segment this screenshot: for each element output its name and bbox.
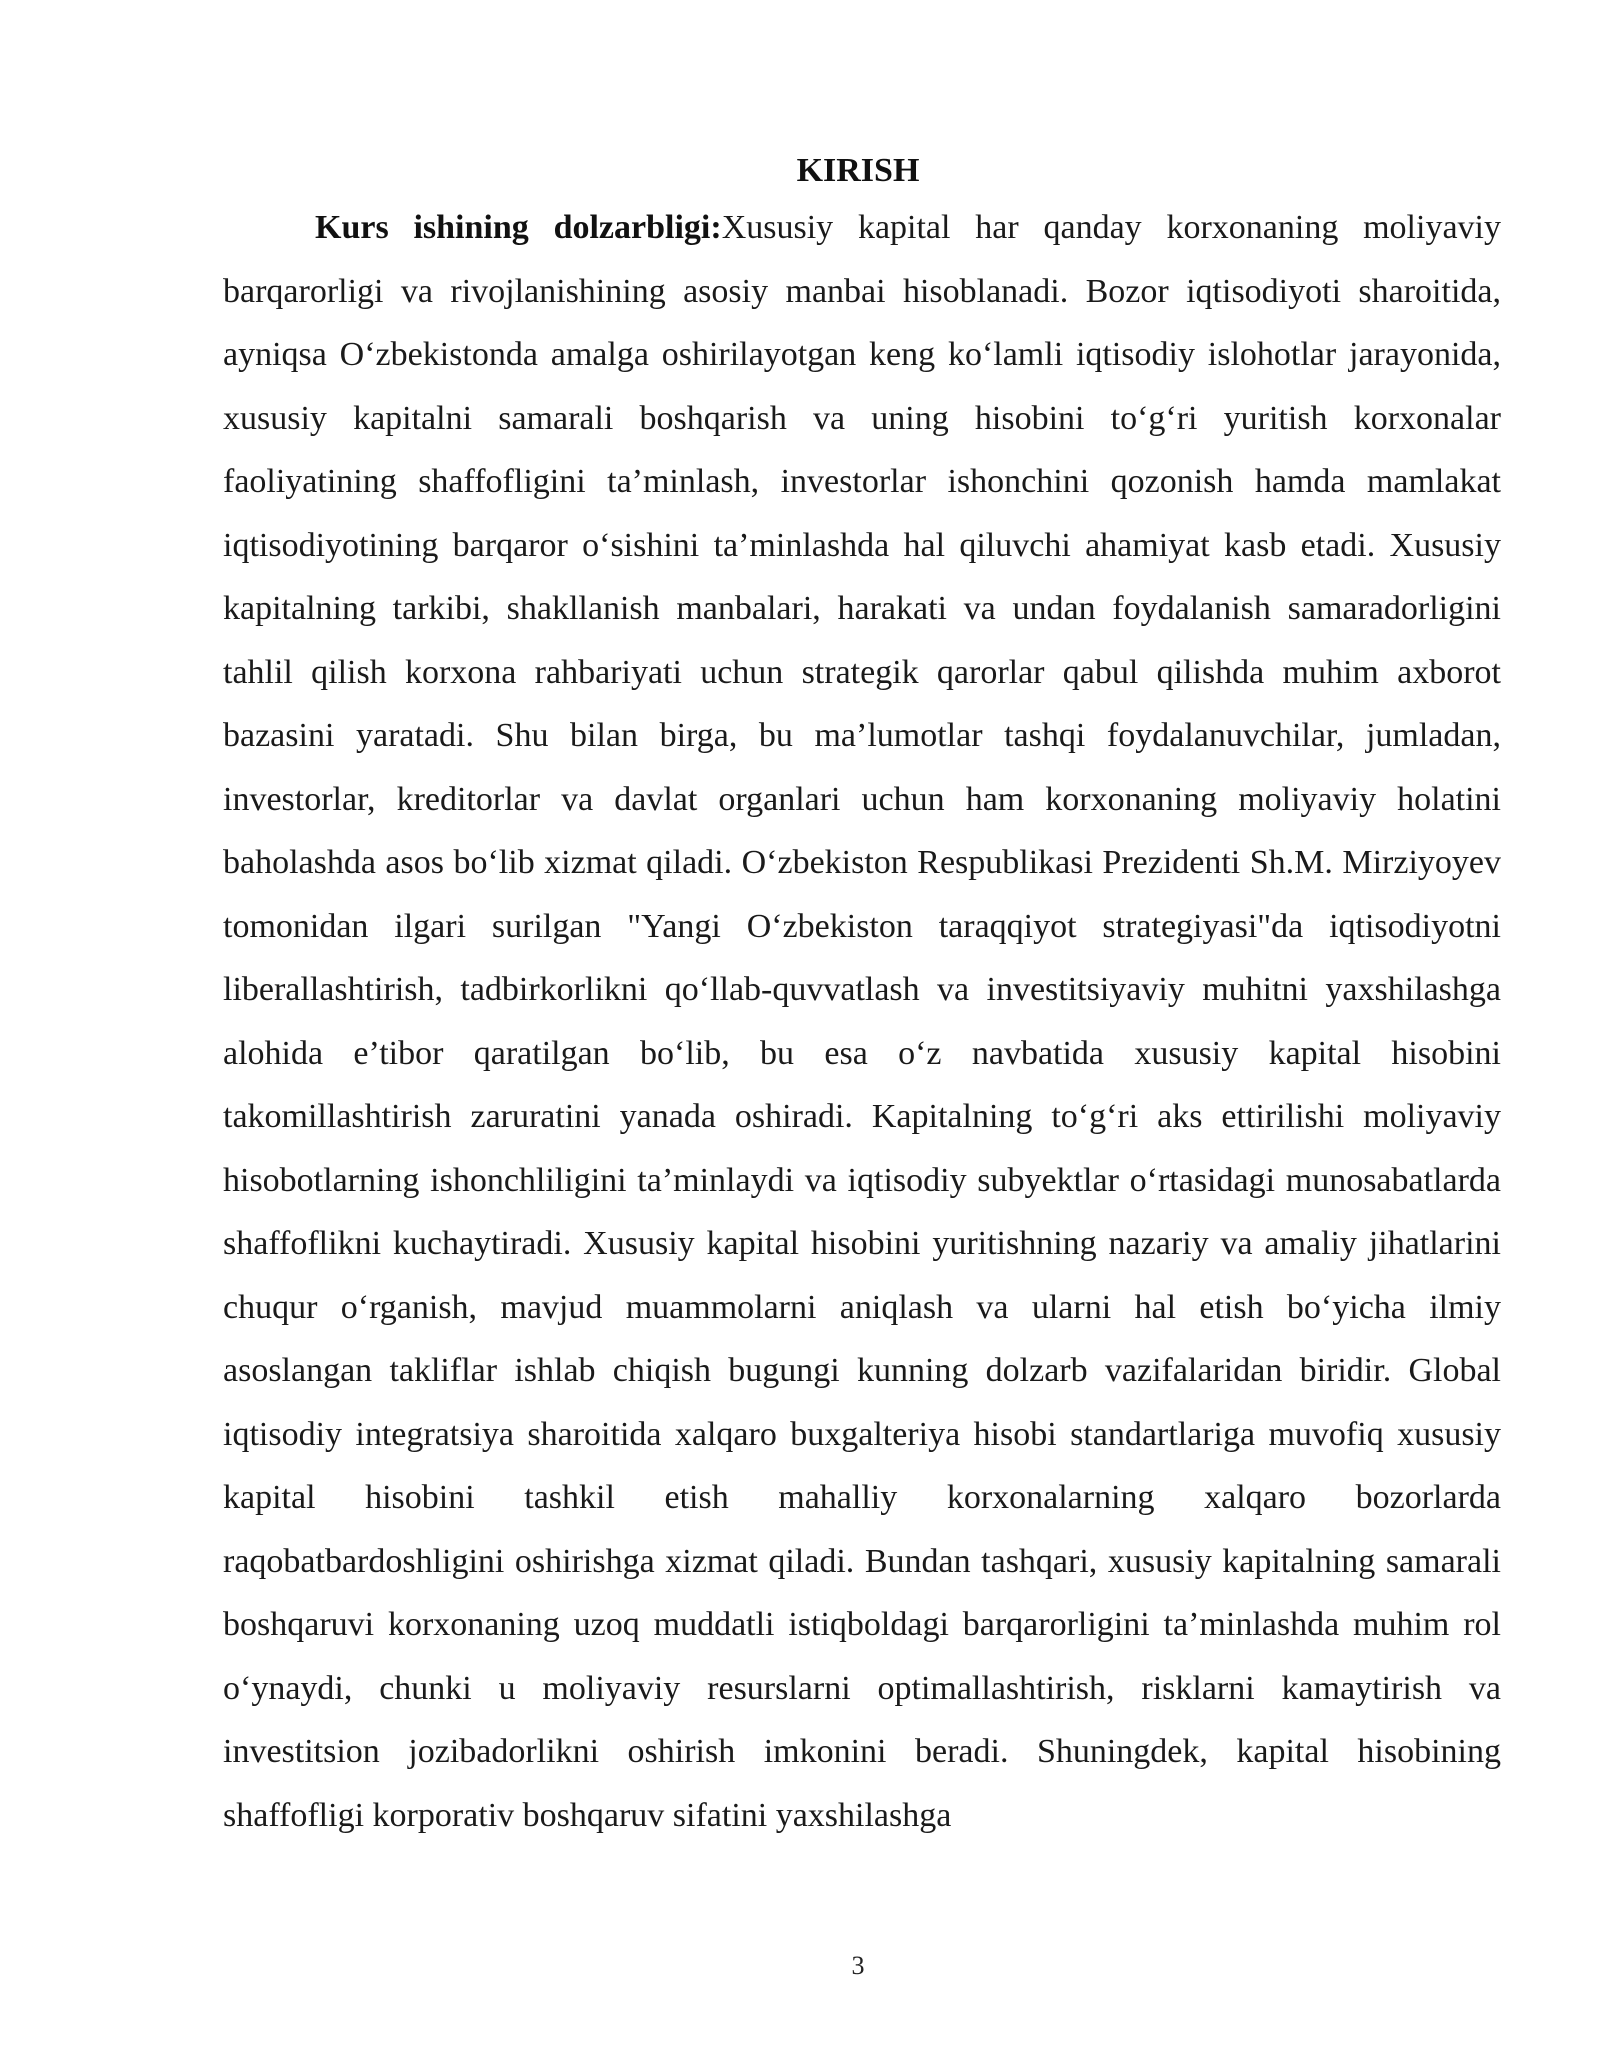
page-number: 3 xyxy=(851,1951,865,1980)
paragraph-text: Xususiy kapital har qanday korxonaning moliyaviy barqarorligi va rivojlanishining asosiy manbai hisoblanadi. Bozor iqtisodiyoti sharoitida, ayniqsa O‘zbekistonda amalga oshirilayotgan keng ko‘lamli iqtisodiy islohotlar jarayonida, xususiy kapitalni samarali boshqarish va uning hisobini to‘g‘ri yuritish korxonalar faoliyatining shaffofligini ta’minlash, investorlar ishonchini qozonish hamda mamlakat iqtisodiyotining barqaror o‘sishini ta’minlashda hal qiluvchi ahamiyat kasb etadi. Xususiy kapitalning tarkibi, shakllanish manbalari, harakati va undan foydalanish samaradorligini tahlil qilish korxona rahbariyati uchun strategik qarorlar qabul qilishda muhim axborot bazasini yaratadi. Shu bilan birga, bu ma’lumotlar tashqi foydalanuvchilar, jumladan, investorlar, kreditorlar va davlat organlari uchun ham korxonaning moliyaviy holatini baholashda asos bo‘lib xizmat qiladi. O‘zbekiston Respublikasi Prezidenti Sh.M. Mirziyoyev tomonidan ilgari surilgan "Yangi O‘zbekiston taraqqiyot strategiyasi"da iqtisodiyotni liberallashtirish, tadbirkorlikni qo‘llab-quvvatlash va investitsiyaviy muhitni yaxshilashga alohida e’tibor qaratilgan bo‘lib, bu esa o‘z navbatida xususiy kapital hisobini takomillashtirish zaruratini yanada oshiradi. Kapitalning to‘g‘ri aks ettirilishi moliyaviy hisobotlarning ishonchliligini ta’minlaydi va iqtisodiy subyektlar o‘rtasidagi munosabatlarda shaffoflikni kuchaytiradi. Xususiy kapital hisobini yuritishning nazariy va amaliy jihatlarini chuqur o‘rganish, mavjud muammolarni aniqlash va ularni hal etish bo‘yicha ilmiy asoslangan takliflar ishlab chiqish bugungi kunning dolzarb vazifalaridan biridir. Global iqtisodiy integratsiya sharoitida xalqaro buxgalteriya hisobi standartlariga muvofiq xususiy kapital hisobini tashkil etish mahalliy korxonalarning xalqaro bozorlarda raqobatbardoshligini oshirishga xizmat qiladi. Bundan tashqari, xususiy kapitalning samarali boshqaruvi korxonaning uzoq muddatli istiqboldagi barqarorligini ta’minlashda muhim rol o‘ynaydi, chunki u moliyaviy resurslarni optimallashtirish, risklarni kamaytirish va investitsion jozibadorlikni oshirish imkonini beradi. Shuningdek, kapital hisobining shaffofligi korporativ boshqaruv sifatini yaxshilashga xyxy=(223,209,1501,1834)
section-heading: KIRISH xyxy=(796,152,920,189)
body-paragraph xyxy=(223,196,1501,1847)
paragraph-lead: Kurs ishining dolzarbligi: xyxy=(315,209,722,246)
